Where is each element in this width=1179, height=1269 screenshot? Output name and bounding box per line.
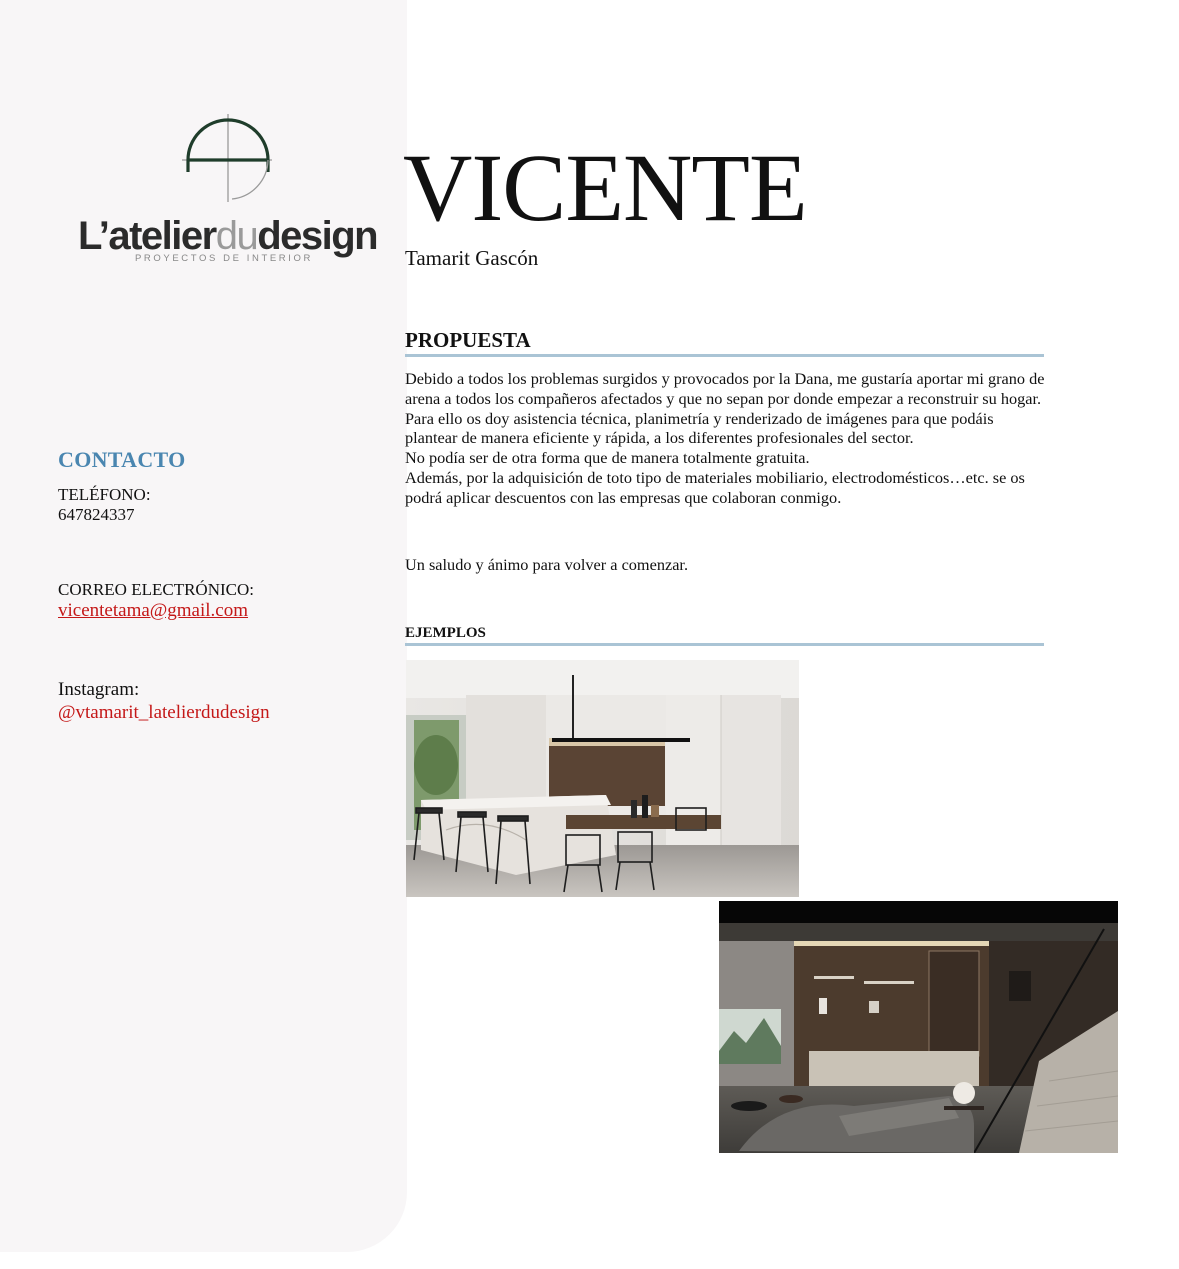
- contact-heading: CONTACTO: [58, 447, 186, 472]
- sidebar: [0, 0, 407, 1252]
- proposal-paragraph: Debido a todos los problemas surgidos y provocados por la Dana, me gustaría aportar mi grano de arena a todos los compañeros afectados y que no sepan por donde empezar a reconstruir su hogar.: [405, 369, 1045, 408]
- proposal-heading: PROPUESTA: [405, 328, 1044, 357]
- living-room-render-image: [719, 901, 1118, 1153]
- page-subtitle: Tamarit Gascón: [405, 246, 539, 270]
- logo-word-latelier: L’atelier: [78, 214, 216, 258]
- page-title: VICENTE: [403, 134, 807, 241]
- closing-text: Un saludo y ánimo para volver a comenzar.: [405, 555, 689, 574]
- email-label: CORREO ELECTRÓNICO:: [58, 580, 254, 599]
- examples-heading: EJEMPLOS: [405, 625, 1044, 646]
- email-link[interactable]: vicentetama@gmail.com: [58, 600, 249, 621]
- proposal-paragraph: Para ello os doy asistencia técnica, planimetría y renderizado de imágenes para que podáis plantear de manera eficiente y rápida, a los diferentes profesionales del sector.: [405, 408, 994, 448]
- proposal-paragraph: No podía ser de otra forma que de manera totalmente gratuita.: [405, 448, 810, 468]
- kitchen-render-image: [406, 660, 799, 897]
- phone-label: TELÉFONO:: [58, 485, 151, 504]
- arch-crosshair-icon: [182, 112, 272, 204]
- logo-word-du: du: [215, 214, 258, 258]
- logo-subtitle: PROYECTOS DE INTERIOR: [135, 253, 313, 264]
- instagram-link[interactable]: @vtamarit_latelierdudesign: [58, 702, 270, 723]
- company-logo: [78, 112, 378, 267]
- phone-value: 647824337: [58, 505, 135, 524]
- proposal-paragraph: Además, por la adquisición de toto tipo de materiales mobiliario, electrodomésticos…etc. se os podrá aplicar descuentos con las empresas que colaboran conmigo.: [405, 467, 1025, 507]
- proposal-text: [405, 369, 1050, 508]
- logo-word-design: design: [257, 214, 378, 258]
- instagram-label: Instagram:: [58, 679, 140, 700]
